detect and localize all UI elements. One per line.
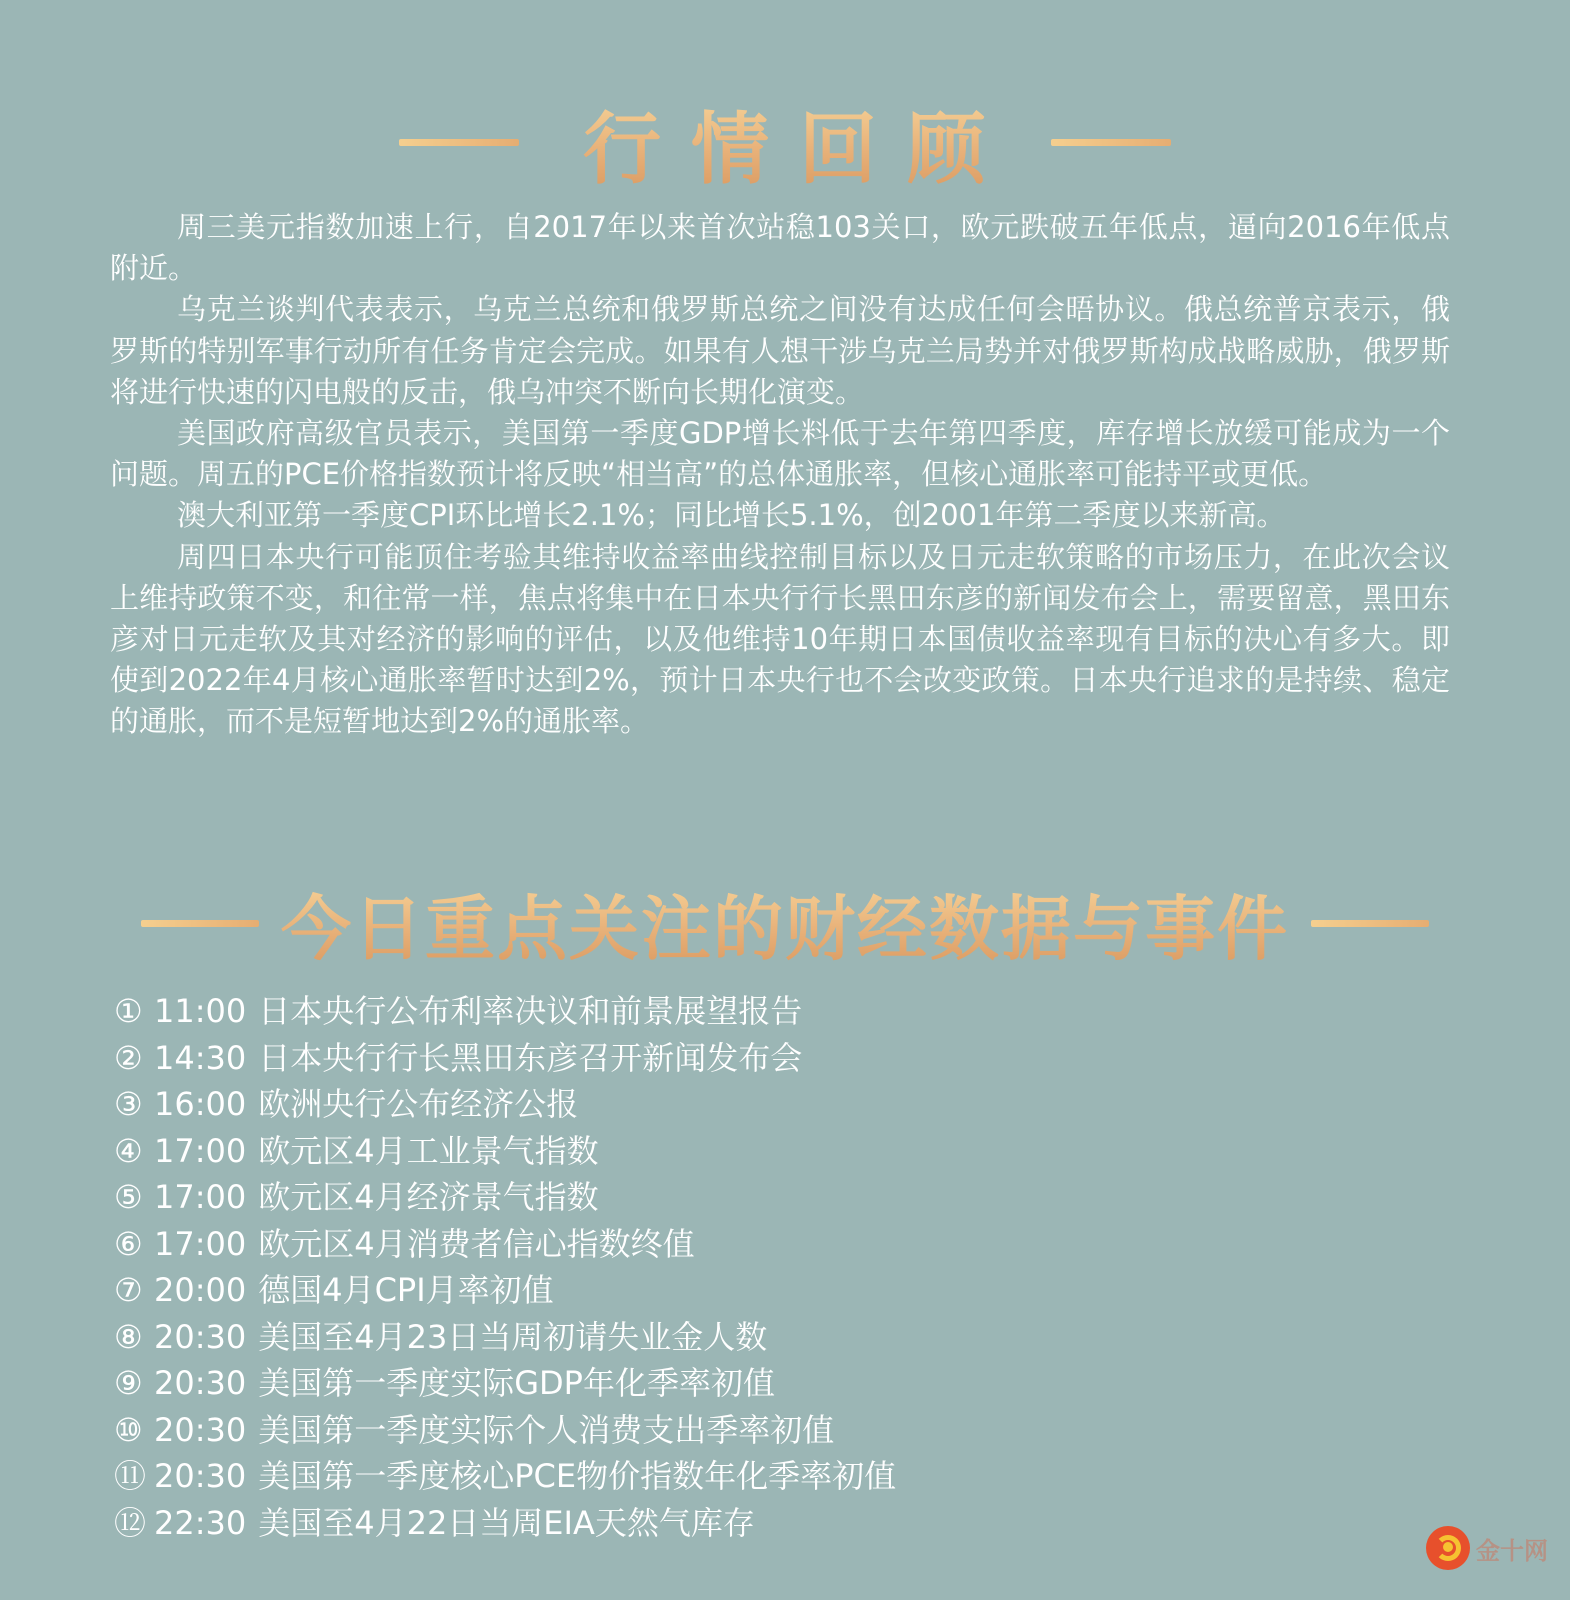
event-time: 17:00 [154, 1178, 247, 1216]
event-time: 20:00 [154, 1271, 247, 1309]
event-title: 欧元区4月工业景气指数 [258, 1131, 599, 1170]
heading-left-dash [141, 920, 259, 927]
event-number: ⑥ [114, 1224, 143, 1263]
event-time: 20:30 [154, 1364, 247, 1402]
event-number: ① [114, 992, 143, 1030]
event-title: 美国至4月22日当周EIA天然气库存 [258, 1503, 755, 1542]
event-number: ④ [114, 1131, 143, 1170]
review-paragraph: 周三美元指数加速上行，自2017年以来首次站稳103关口，欧元跌破五年低点，逼向2016年低点附近。 [110, 210, 1450, 286]
event-title: 美国第一季度实际个人消费支出季率初值 [258, 1410, 835, 1449]
event-title: 美国第一季度实际GDP年化季率初值 [258, 1364, 775, 1402]
review-paragraph: 澳大利亚第一季度CPI环比增长2.1%；同比增长5.1%，创2001年第二季度以来新高。 [177, 498, 1286, 533]
event-item [114, 1453, 896, 1500]
heading-right-dash [1051, 139, 1171, 146]
event-time: 14:30 [154, 1038, 247, 1077]
events-section-header [0, 878, 1570, 968]
event-number: ⑧ [114, 1317, 143, 1356]
event-number: ⑩ [114, 1410, 143, 1449]
event-title: 欧元区4月经济景气指数 [258, 1178, 599, 1216]
event-number: ⑦ [114, 1271, 143, 1309]
event-number: ⑫ [114, 1503, 147, 1542]
event-item [114, 1035, 896, 1082]
events-section-title: 今日重点关注的财经数据与事件 [281, 873, 1289, 974]
event-title: 美国至4月23日当周初请失业金人数 [258, 1317, 768, 1356]
event-title: 日本央行公布利率决议和前景展望报告 [258, 992, 803, 1030]
event-time: 22:30 [154, 1503, 247, 1542]
review-paragraph: 乌克兰谈判代表表示，乌克兰总统和俄罗斯总统之间没有达成任何会晤协议。俄总统普京表示，俄罗斯的特别军事行动所有任务肯定会完成。如果有人想干涉乌克兰局势并对俄罗斯构成战略威胁，俄罗斯将进行快速的闪电般的反击，俄乌冲突不断向长期化演变。 [110, 292, 1450, 409]
event-item [114, 1314, 896, 1361]
event-title: 美国第一季度核心PCE物价指数年化季率初值 [258, 1457, 897, 1495]
event-number: ② [114, 1038, 143, 1077]
event-number: ⑤ [114, 1178, 143, 1216]
event-item [114, 1360, 896, 1407]
event-time: 17:00 [154, 1224, 247, 1263]
review-section-title: 行情回顾 [583, 87, 1015, 199]
review-paragraph: 美国政府高级官员表示，美国第一季度GDP增长料低于去年第四季度，库存增长放缓可能成为一个问题。周五的PCE价格指数预计将反映“相当高”的总体通胀率，但核心通胀率可能持平或更低。 [110, 416, 1450, 492]
watermark [1426, 1526, 1548, 1570]
watermark-text: 金十网 [1476, 1536, 1548, 1565]
event-item [114, 1174, 896, 1221]
event-time: 20:30 [154, 1317, 247, 1356]
heading-right-dash [1311, 920, 1429, 927]
event-title: 德国4月CPI月率初值 [258, 1271, 554, 1309]
review-section-header [0, 95, 1570, 195]
event-item [114, 1128, 896, 1175]
event-item [114, 1081, 896, 1128]
heading-left-dash [399, 139, 519, 146]
event-number: ⑪ [114, 1457, 147, 1495]
event-time: 16:00 [154, 1085, 247, 1123]
event-number: ③ [114, 1085, 143, 1123]
jin10-logo-icon [1426, 1526, 1470, 1570]
review-section-body [110, 207, 1450, 743]
event-time: 17:00 [154, 1131, 247, 1170]
review-paragraph: 周四日本央行可能顶住考验其维持收益率曲线控制目标以及日元走软策略的市场压力，在此次会议上维持政策不变，和往常一样，焦点将集中在日本央行行长黑田东彦的新闻发布会上，需要留意，黑田东彦对日元走软及其对经济的影响的评估，以及他维持10年期日本国债收益率现有目标的决心有多大。即使到2022年4月核心通胀率暂时达到2%，预计日本央行也不会改变政策。日本央行追求的是持续、稳定的通胀，而不是短暂地达到2%的通胀率。 [110, 539, 1450, 739]
event-item [114, 1500, 896, 1547]
event-time: 20:30 [154, 1457, 247, 1495]
events-list [114, 988, 896, 1546]
event-title: 欧元区4月消费者信心指数终值 [258, 1224, 695, 1263]
event-item [114, 988, 896, 1035]
event-time: 11:00 [154, 992, 247, 1030]
event-number: ⑨ [114, 1364, 143, 1402]
event-item [114, 1407, 896, 1454]
event-item [114, 1221, 896, 1268]
event-item [114, 1267, 896, 1314]
event-time: 20:30 [154, 1410, 247, 1449]
event-title: 欧洲央行公布经济公报 [258, 1085, 579, 1123]
event-title: 日本央行行长黑田东彦召开新闻发布会 [258, 1038, 803, 1077]
